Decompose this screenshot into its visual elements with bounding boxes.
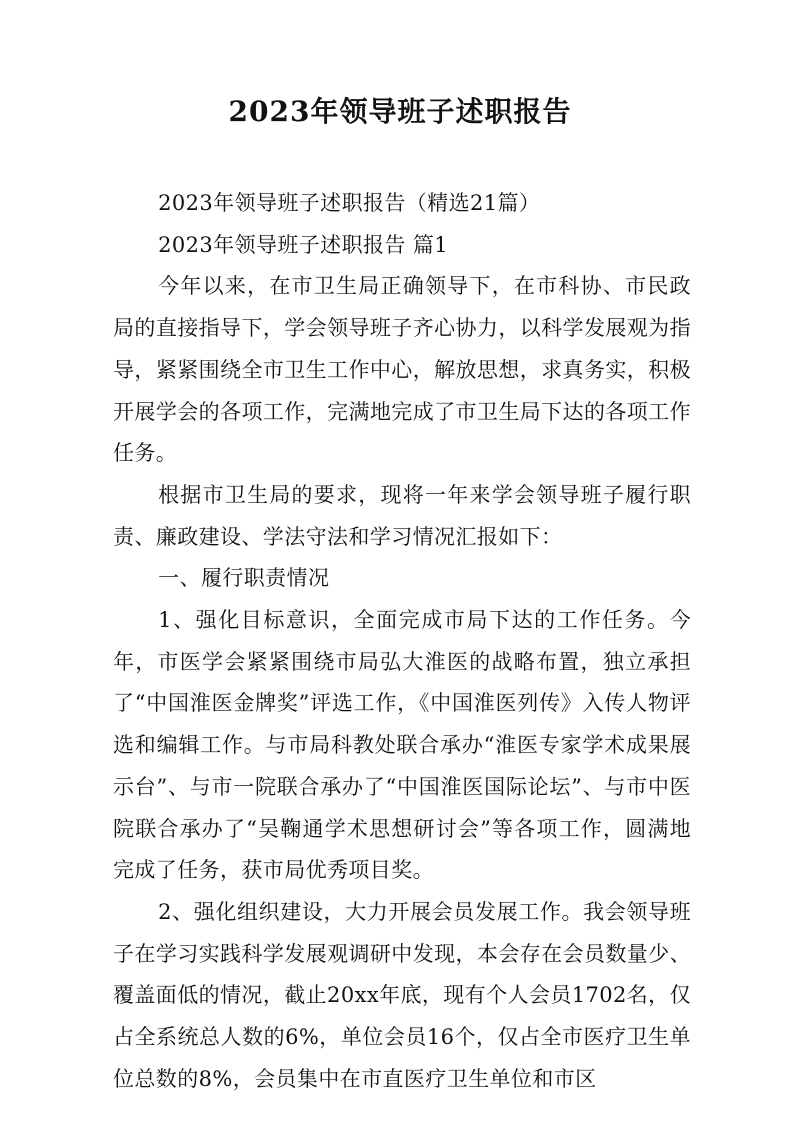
document-title: 2023年领导班子述职报告 — [228, 95, 572, 128]
paragraph: 1、强化目标意识，全面完成市局下达的工作任务。今年，市医学会紧紧围绕市局弘大淮医的战略布置，独立承担了“中国淮医金牌奖”评选工作，《中国淮医列传》入传人物评选和编辑工作。与市局科教处联合承办“淮医专家学术成果展示台”、与市一院联合承办了“中国淮医国际论坛”、与市中医院联合承办了“吴鞠通学术思想研讨会”等各项工作，圆满地完成了任务，获市局优秀项目奖。 — [113, 608, 691, 883]
paragraph-section-heading: 2023年领导班子述职报告 篇1 — [158, 232, 449, 257]
paragraph: 根据市卫生局的要求，现将一年来学会领导班子履行职责、廉政建设、学法守法和学习情况汇报如下： — [113, 482, 691, 549]
paragraph-subtitle: 2023年领导班子述职报告（精选21篇） — [158, 191, 541, 215]
paragraph-heading: 一、履行职责情况 — [158, 566, 330, 591]
paragraph: 今年以来，在市卫生局正确领导下，在市科协、市民政局的直接指导下，学会领导班子齐心协力，以科学发展观为指导，紧紧围绕全市卫生工作中心，解放思想，求真务实，积极开展学会的各项工作，完满地完成了市卫生局下达的各项工作任务。 — [113, 274, 691, 466]
document-body — [113, 183, 691, 1100]
paragraph: 2、强化组织建设，大力开展会员发展工作。我会领导班子在学习实践科学发展观调研中发现，本会存在会员数量少、覆盖面低的情况，截止20xx年底，现有个人会员1702名，仅占全系统总人数的6%，单位会员16个，仅占全市医疗卫生单位总数的8%，会员集中在市直医疗卫生单位和市区 — [113, 899, 691, 1091]
